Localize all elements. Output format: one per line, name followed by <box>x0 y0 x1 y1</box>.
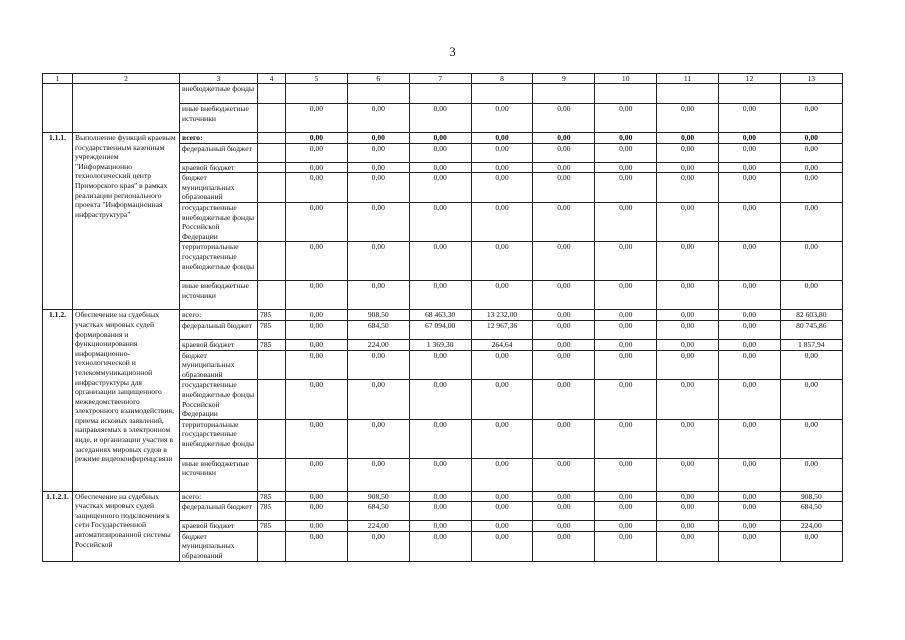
amount-cell: 0,00 <box>719 133 781 144</box>
amount-cell: 0,00 <box>471 419 533 458</box>
header-cell: 13 <box>780 74 842 84</box>
funding-source: федеральный бюджет <box>180 320 258 339</box>
amount-cell: 0,00 <box>533 162 595 173</box>
amount-cell: 264,64 <box>471 339 533 350</box>
amount-cell: 0,00 <box>719 380 781 419</box>
amount-cell: 0,00 <box>719 202 781 241</box>
amount-cell <box>719 84 781 104</box>
amount-cell: 0,00 <box>286 162 348 173</box>
amount-cell: 0,00 <box>347 458 409 491</box>
amount-cell <box>533 84 595 104</box>
budget-code <box>258 162 286 173</box>
amount-cell: 0,00 <box>595 380 657 419</box>
header-cell: 4 <box>258 74 286 84</box>
amount-cell: 908,50 <box>780 491 842 502</box>
amount-cell: 0,00 <box>286 281 348 310</box>
amount-cell: 0,00 <box>409 143 471 162</box>
amount-cell: 0,00 <box>533 143 595 162</box>
amount-cell: 0,00 <box>409 531 471 561</box>
amount-cell: 0,00 <box>347 104 409 133</box>
amount-cell: 0,00 <box>347 350 409 380</box>
amount-cell: 0,00 <box>533 310 595 321</box>
amount-cell: 0,00 <box>595 458 657 491</box>
amount-cell: 0,00 <box>657 162 719 173</box>
header-cell: 5 <box>286 74 348 84</box>
amount-cell: 0,00 <box>286 531 348 561</box>
budget-code: 785 <box>258 310 286 321</box>
header-cell: 10 <box>595 74 657 84</box>
amount-cell: 0,00 <box>595 350 657 380</box>
funding-source: территориальные государственные внебюджетные фонды <box>180 242 258 281</box>
amount-cell <box>471 84 533 104</box>
amount-cell: 80 745,86 <box>780 320 842 339</box>
amount-cell: 0,00 <box>286 458 348 491</box>
amount-cell: 0,00 <box>657 310 719 321</box>
table-row <box>43 491 843 502</box>
amount-cell: 0,00 <box>347 242 409 281</box>
amount-cell: 0,00 <box>657 491 719 502</box>
amount-cell: 0,00 <box>471 502 533 521</box>
amount-cell: 0,00 <box>286 419 348 458</box>
amount-cell: 0,00 <box>657 502 719 521</box>
amount-cell: 0,00 <box>533 173 595 203</box>
amount-cell: 0,00 <box>780 162 842 173</box>
header-cell: 3 <box>180 74 258 84</box>
amount-cell: 0,00 <box>409 491 471 502</box>
amount-cell: 0,00 <box>780 350 842 380</box>
amount-cell: 0,00 <box>657 202 719 241</box>
funding-source: всего: <box>180 491 258 502</box>
amount-cell: 0,00 <box>471 143 533 162</box>
amount-cell: 0,00 <box>409 202 471 241</box>
amount-cell: 0,00 <box>409 419 471 458</box>
amount-cell: 0,00 <box>657 380 719 419</box>
amount-cell: 0,00 <box>533 521 595 532</box>
amount-cell: 0,00 <box>471 458 533 491</box>
amount-cell: 0,00 <box>533 202 595 241</box>
amount-cell: 0,00 <box>471 242 533 281</box>
amount-cell: 0,00 <box>595 320 657 339</box>
header-cell: 9 <box>533 74 595 84</box>
header-cell: 11 <box>657 74 719 84</box>
amount-cell: 0,00 <box>719 162 781 173</box>
amount-cell: 0,00 <box>719 521 781 532</box>
funding-source: государственные внебюджетные фонды Российской Федерации <box>180 380 258 419</box>
amount-cell: 0,00 <box>657 339 719 350</box>
amount-cell: 0,00 <box>595 419 657 458</box>
amount-cell: 0,00 <box>409 458 471 491</box>
amount-cell: 0,00 <box>471 162 533 173</box>
table-row <box>43 133 843 144</box>
amount-cell: 0,00 <box>780 419 842 458</box>
budget-code <box>258 350 286 380</box>
funding-source: федеральный бюджет <box>180 143 258 162</box>
amount-cell: 1 857,94 <box>780 339 842 350</box>
amount-cell: 0,00 <box>409 242 471 281</box>
funding-source: всего: <box>180 310 258 321</box>
amount-cell: 0,00 <box>533 502 595 521</box>
amount-cell: 0,00 <box>595 162 657 173</box>
amount-cell: 0,00 <box>719 458 781 491</box>
amount-cell: 0,00 <box>533 458 595 491</box>
amount-cell: 0,00 <box>780 380 842 419</box>
amount-cell: 0,00 <box>780 281 842 310</box>
budget-code <box>258 143 286 162</box>
amount-cell: 0,00 <box>409 104 471 133</box>
funding-source: иные внебюджетные источники <box>180 104 258 133</box>
amount-cell: 0,00 <box>409 502 471 521</box>
amount-cell: 67 094,00 <box>409 320 471 339</box>
amount-cell: 684,50 <box>347 320 409 339</box>
amount-cell: 0,00 <box>409 173 471 203</box>
budget-code <box>258 173 286 203</box>
budget-code <box>258 281 286 310</box>
amount-cell: 0,00 <box>533 350 595 380</box>
amount-cell: 0,00 <box>533 339 595 350</box>
amount-cell: 0,00 <box>347 380 409 419</box>
amount-cell: 0,00 <box>595 531 657 561</box>
amount-cell: 0,00 <box>286 202 348 241</box>
amount-cell: 1 369,30 <box>409 339 471 350</box>
row-number <box>43 84 73 133</box>
amount-cell: 0,00 <box>595 310 657 321</box>
header-row <box>43 74 843 84</box>
amount-cell: 684,50 <box>347 502 409 521</box>
header-cell: 6 <box>347 74 409 84</box>
amount-cell: 908,50 <box>347 491 409 502</box>
amount-cell: 0,00 <box>657 531 719 561</box>
amount-cell: 0,00 <box>780 531 842 561</box>
header-cell: 12 <box>719 74 781 84</box>
amount-cell: 0,00 <box>471 350 533 380</box>
amount-cell: 0,00 <box>657 133 719 144</box>
amount-cell: 0,00 <box>719 491 781 502</box>
amount-cell: 0,00 <box>286 380 348 419</box>
amount-cell: 0,00 <box>780 173 842 203</box>
amount-cell: 0,00 <box>533 419 595 458</box>
amount-cell: 0,00 <box>286 242 348 281</box>
funding-source: федеральный бюджет <box>180 502 258 521</box>
amount-cell: 0,00 <box>286 173 348 203</box>
budget-code <box>258 419 286 458</box>
funding-source: всего: <box>180 133 258 144</box>
amount-cell: 12 967,36 <box>471 320 533 339</box>
amount-cell: 0,00 <box>347 281 409 310</box>
funding-source: бюджет муниципальных образований <box>180 350 258 380</box>
amount-cell: 0,00 <box>409 521 471 532</box>
amount-cell: 0,00 <box>595 521 657 532</box>
amount-cell: 0,00 <box>595 104 657 133</box>
amount-cell: 0,00 <box>657 173 719 203</box>
budget-code: 785 <box>258 320 286 339</box>
page-number: 3 <box>449 44 456 59</box>
amount-cell: 0,00 <box>533 531 595 561</box>
amount-cell: 0,00 <box>780 143 842 162</box>
measure-title: Обеспечение на судебных участках мировых судей формирования и функционирования информационно-технологической и телекоммуникационной инфраструктуры для организации защищенного межведомственного электронного взаимодействия, приема исковых заявлений, направляемых в электронном виде, и организации участия в заседаниях мировых судов в режиме видеоконференцсвязи <box>73 310 180 491</box>
amount-cell: 0,00 <box>595 173 657 203</box>
budget-code <box>258 242 286 281</box>
amount-cell: 0,00 <box>471 380 533 419</box>
amount-cell: 0,00 <box>286 502 348 521</box>
amount-cell: 0,00 <box>409 281 471 310</box>
amount-cell <box>286 84 348 104</box>
amount-cell: 0,00 <box>409 133 471 144</box>
budget-code: 785 <box>258 491 286 502</box>
table-row <box>43 310 843 321</box>
funding-source: внебюджетные фонды <box>180 84 258 104</box>
header-cell: 1 <box>43 74 73 84</box>
amount-cell: 0,00 <box>719 419 781 458</box>
amount-cell: 0,00 <box>286 521 348 532</box>
budget-code: 785 <box>258 339 286 350</box>
amount-cell: 0,00 <box>286 339 348 350</box>
amount-cell: 684,50 <box>780 502 842 521</box>
amount-cell: 0,00 <box>657 458 719 491</box>
funding-source: территориальные государственные внебюджетные фонды <box>180 419 258 458</box>
funding-source: краевой бюджет <box>180 521 258 532</box>
amount-cell: 0,00 <box>533 133 595 144</box>
amount-cell: 0,00 <box>719 339 781 350</box>
amount-cell: 0,00 <box>719 320 781 339</box>
amount-cell: 0,00 <box>657 242 719 281</box>
amount-cell: 0,00 <box>471 531 533 561</box>
amount-cell: 0,00 <box>719 143 781 162</box>
amount-cell: 0,00 <box>657 320 719 339</box>
budget-code: 785 <box>258 521 286 532</box>
row-number: 1.1.1. <box>43 133 73 310</box>
amount-cell: 0,00 <box>347 143 409 162</box>
amount-cell: 0,00 <box>595 242 657 281</box>
header-cell: 7 <box>409 74 471 84</box>
amount-cell: 0,00 <box>719 173 781 203</box>
funding-source: бюджет муниципальных образований <box>180 531 258 561</box>
amount-cell: 908,50 <box>347 310 409 321</box>
amount-cell: 0,00 <box>347 419 409 458</box>
amount-cell: 0,00 <box>657 143 719 162</box>
header-cell: 2 <box>73 74 180 84</box>
amount-cell: 0,00 <box>409 350 471 380</box>
amount-cell: 0,00 <box>657 281 719 310</box>
amount-cell: 0,00 <box>595 491 657 502</box>
amount-cell: 0,00 <box>780 104 842 133</box>
amount-cell: 0,00 <box>595 133 657 144</box>
measure-title: Выполнение функций краевым государственным казенным учреждением "Информационно технологический центр Приморского края" в рамках реализации регионального проекта "Информационная инфраструктура" <box>73 133 180 310</box>
amount-cell: 0,00 <box>286 104 348 133</box>
amount-cell: 0,00 <box>780 133 842 144</box>
budget-code <box>258 458 286 491</box>
amount-cell: 0,00 <box>595 143 657 162</box>
budget-code <box>258 202 286 241</box>
amount-cell: 82 603,80 <box>780 310 842 321</box>
amount-cell: 224,00 <box>780 521 842 532</box>
funding-source: государственные внебюджетные фонды Российской Федерации <box>180 202 258 241</box>
amount-cell: 68 463,30 <box>409 310 471 321</box>
amount-cell: 0,00 <box>719 502 781 521</box>
funding-source: иные внебюджетные источники <box>180 458 258 491</box>
amount-cell: 0,00 <box>533 104 595 133</box>
budget-code <box>258 380 286 419</box>
amount-cell: 0,00 <box>347 173 409 203</box>
amount-cell: 0,00 <box>533 320 595 339</box>
amount-cell: 0,00 <box>286 310 348 321</box>
budget-code: 785 <box>258 502 286 521</box>
amount-cell: 0,00 <box>595 339 657 350</box>
header-cell: 8 <box>471 74 533 84</box>
measure-title: Обеспечение на судебных участках мировых судей защищенного подключения к сети Государственной автоматизированной системы Российской <box>73 491 180 561</box>
amount-cell: 0,00 <box>347 133 409 144</box>
funding-source: иные внебюджетные источники <box>180 281 258 310</box>
amount-cell: 0,00 <box>719 310 781 321</box>
budget-code <box>258 531 286 561</box>
amount-cell <box>595 84 657 104</box>
amount-cell: 0,00 <box>347 162 409 173</box>
amount-cell: 0,00 <box>286 350 348 380</box>
amount-cell: 0,00 <box>780 242 842 281</box>
amount-cell: 0,00 <box>347 531 409 561</box>
amount-cell <box>347 84 409 104</box>
amount-cell <box>657 84 719 104</box>
amount-cell: 0,00 <box>471 202 533 241</box>
amount-cell <box>409 84 471 104</box>
budget-code <box>258 84 286 104</box>
amount-cell: 224,00 <box>347 521 409 532</box>
amount-cell: 0,00 <box>286 143 348 162</box>
amount-cell: 0,00 <box>780 458 842 491</box>
amount-cell: 0,00 <box>780 202 842 241</box>
amount-cell: 0,00 <box>471 281 533 310</box>
amount-cell: 0,00 <box>719 281 781 310</box>
row-number: 1.1.2. <box>43 310 73 491</box>
amount-cell: 0,00 <box>286 491 348 502</box>
amount-cell: 0,00 <box>719 531 781 561</box>
amount-cell: 13 232,00 <box>471 310 533 321</box>
amount-cell: 0,00 <box>471 491 533 502</box>
amount-cell: 0,00 <box>347 202 409 241</box>
funding-source: краевой бюджет <box>180 162 258 173</box>
table-body <box>43 84 843 562</box>
table-row <box>43 84 843 104</box>
amount-cell: 0,00 <box>657 350 719 380</box>
amount-cell: 0,00 <box>533 380 595 419</box>
amount-cell: 0,00 <box>409 162 471 173</box>
amount-cell: 0,00 <box>595 281 657 310</box>
amount-cell: 0,00 <box>657 521 719 532</box>
amount-cell: 0,00 <box>471 173 533 203</box>
amount-cell: 224,00 <box>347 339 409 350</box>
amount-cell: 0,00 <box>286 320 348 339</box>
amount-cell: 0,00 <box>533 491 595 502</box>
amount-cell <box>780 84 842 104</box>
budget-code <box>258 133 286 144</box>
amount-cell: 0,00 <box>409 380 471 419</box>
budget-code <box>258 104 286 133</box>
funding-source: краевой бюджет <box>180 339 258 350</box>
amount-cell: 0,00 <box>657 419 719 458</box>
amount-cell: 0,00 <box>719 350 781 380</box>
amount-cell: 0,00 <box>657 104 719 133</box>
funding-table <box>42 73 843 562</box>
measure-title <box>73 84 180 133</box>
row-number: 1.1.2.1. <box>43 491 73 561</box>
amount-cell: 0,00 <box>533 281 595 310</box>
amount-cell: 0,00 <box>533 242 595 281</box>
amount-cell: 0,00 <box>471 133 533 144</box>
amount-cell: 0,00 <box>471 521 533 532</box>
amount-cell: 0,00 <box>595 502 657 521</box>
funding-source: бюджет муниципальных образований <box>180 173 258 203</box>
amount-cell: 0,00 <box>286 133 348 144</box>
amount-cell: 0,00 <box>719 104 781 133</box>
amount-cell: 0,00 <box>471 104 533 133</box>
amount-cell: 0,00 <box>595 202 657 241</box>
amount-cell: 0,00 <box>719 242 781 281</box>
